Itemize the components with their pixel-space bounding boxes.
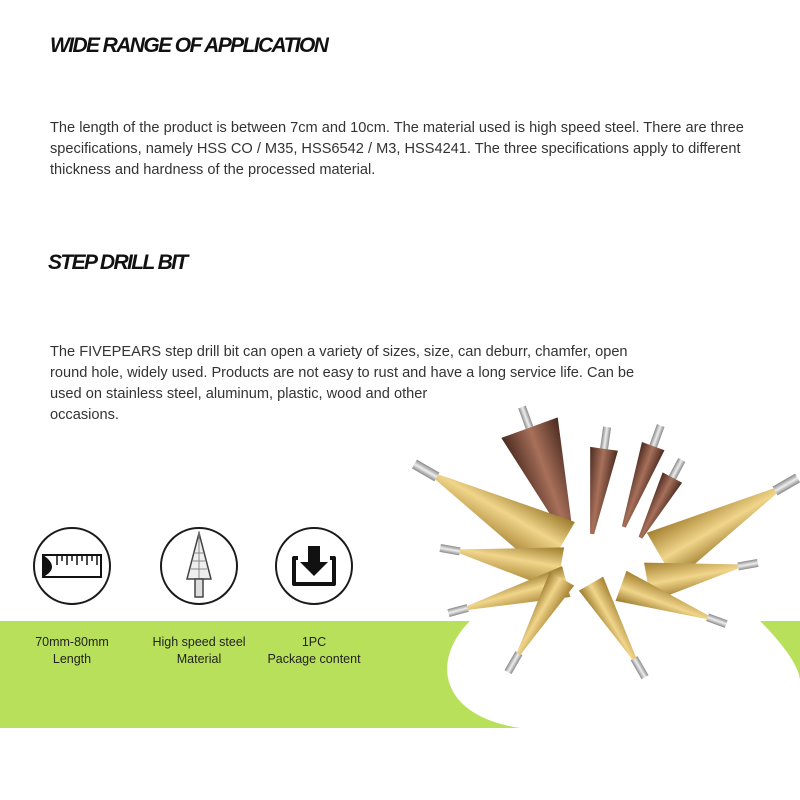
drill-bit-cobalt-1 xyxy=(578,425,621,536)
drill-bit-gold-large-right xyxy=(647,454,800,581)
drill-bits-photo xyxy=(410,395,800,685)
section-heading-application: WIDE RANGE OF APPLICATION xyxy=(50,34,328,57)
description-line: round hole, widely used. Products are not easy to rust and have a long service life. Can be xyxy=(50,365,635,381)
feature-package-label: Package content xyxy=(267,652,361,666)
feature-package-value: 1PC xyxy=(301,635,327,649)
feature-material-label: Material xyxy=(176,652,222,666)
package-download-icon xyxy=(275,527,353,605)
feature-length-value: 70mm-80mm xyxy=(35,635,109,649)
ruler-icon xyxy=(33,527,111,605)
feature-material-value: High speed steel xyxy=(152,635,246,649)
feature-package xyxy=(244,527,384,668)
description-line: occasions. xyxy=(50,407,119,423)
description-line: used on stainless steel, aluminum, plastic, wood and other xyxy=(50,386,428,402)
feature-length-label: Length xyxy=(52,652,92,666)
drill-bit-icon xyxy=(160,527,238,605)
application-description: The length of the product is between 7cm and 10cm. The material used is high speed steel. There are three specifications, namely HSS CO / M35, HSS6542 / M3, HSS4241. The three specifications apply to different thickness and hardness of the processed material. xyxy=(50,120,744,178)
description-line: The FIVEPEARS step drill bit can open a variety of sizes, size, can deburr, chamfer, open xyxy=(50,344,628,360)
section-heading-step-drill-bit: STEP DRILL BIT xyxy=(48,251,187,274)
feature-length xyxy=(2,527,142,668)
